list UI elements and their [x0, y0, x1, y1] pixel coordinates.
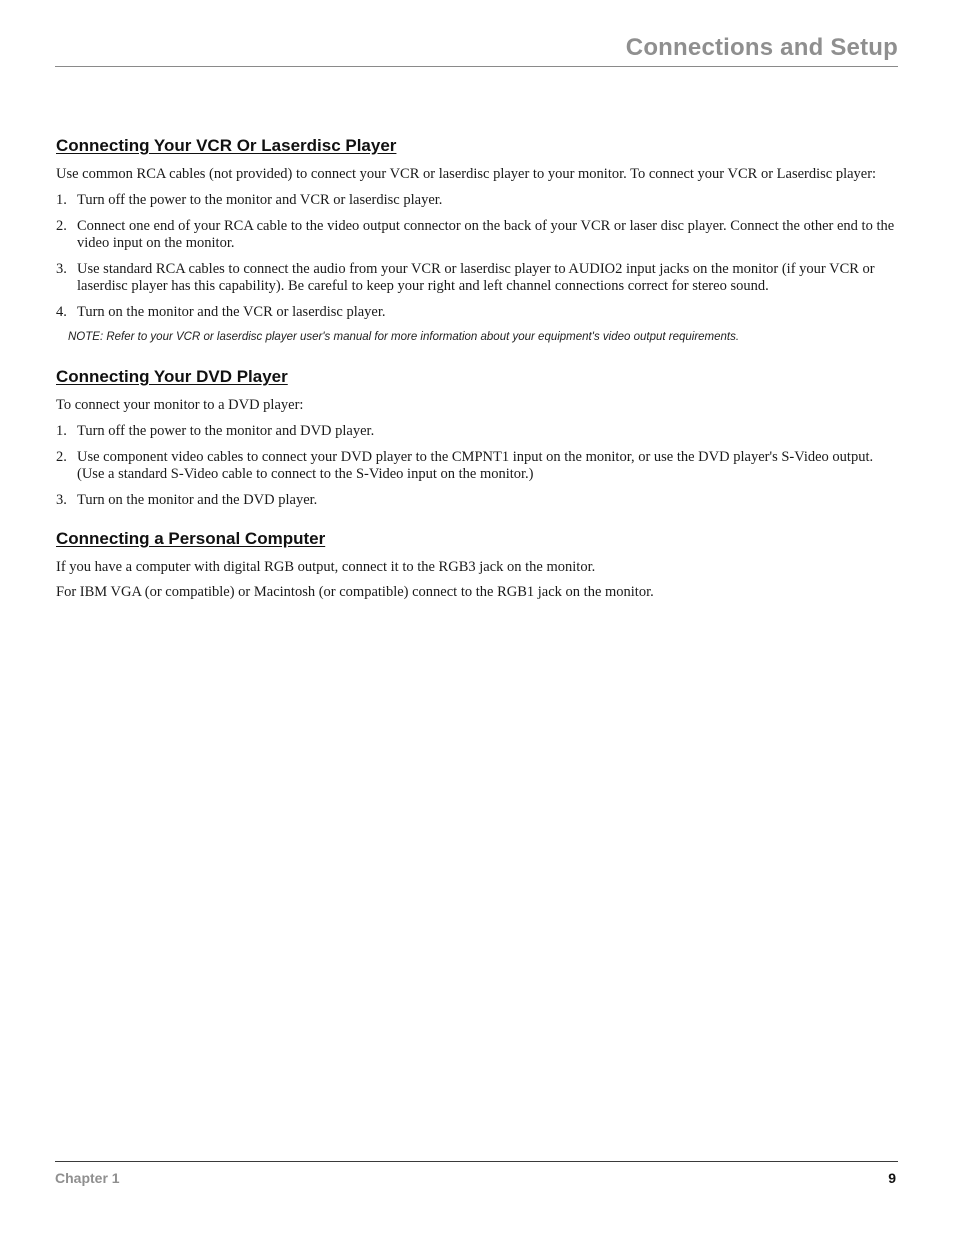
- section-personal-computer: [56, 529, 898, 601]
- section-intro: To connect your monitor to a DVD player:: [56, 397, 304, 413]
- steps-list: [56, 423, 898, 509]
- page-footer: [55, 1161, 898, 1186]
- step-text: Use component video cables to connect your DVD player to the CMPNT1 input on the monitor, or use the DVD player's S-Video output. (Use a standard S-Video cable to connect to the S-Video input on the monitor.): [77, 449, 874, 482]
- footer-chapter-label: Chapter 1: [55, 1170, 120, 1186]
- step-number: 4.: [56, 304, 67, 320]
- paragraph: If you have a computer with digital RGB output, connect it to the RGB3 jack on the monitor.: [56, 559, 596, 575]
- section-vcr-laserdisc: [56, 136, 898, 345]
- list-item: [56, 218, 898, 252]
- page-header: [55, 30, 898, 67]
- section-dvd-player: [56, 367, 898, 509]
- paragraph: For IBM VGA (or compatible) or Macintosh (or compatible) connect to the RGB1 jack on the monitor.: [56, 584, 654, 600]
- note-text: NOTE: Refer to your VCR or laserdisc player user's manual for more information about your equipment's video output requirements.: [68, 331, 740, 343]
- list-item: [56, 449, 898, 483]
- step-text: Turn on the monitor and the DVD player.: [77, 492, 318, 508]
- steps-list: [56, 192, 898, 321]
- list-item: [56, 492, 898, 509]
- page-content: [56, 136, 898, 609]
- step-text: Connect one end of your RCA cable to the video output connector on the back of your VCR or laser disc player. Connect the other end to the video input on the monitor.: [77, 218, 895, 251]
- list-item: [56, 192, 898, 209]
- step-text: Turn off the power to the monitor and DVD player.: [77, 423, 375, 439]
- list-item: [56, 423, 898, 440]
- step-text: Turn off the power to the monitor and VCR or laserdisc player.: [77, 192, 443, 208]
- step-text: Turn on the monitor and the VCR or laserdisc player.: [77, 304, 386, 320]
- step-number: 2.: [56, 449, 67, 465]
- section-heading: Connecting Your DVD Player: [56, 367, 288, 386]
- page-number: 9: [888, 1170, 896, 1186]
- step-number: 1.: [56, 423, 67, 439]
- section-heading: Connecting a Personal Computer: [56, 529, 326, 548]
- step-number: 1.: [56, 192, 67, 208]
- step-number: 3.: [56, 261, 67, 277]
- step-number: 2.: [56, 218, 67, 234]
- section-heading: Connecting Your VCR Or Laserdisc Player: [56, 136, 397, 155]
- step-text: Use standard RCA cables to connect the audio from your VCR or laserdisc player to AUDIO2 input jacks on the monitor (if your VCR or laserdisc player has this capability). Be careful to keep your right and left channel connections correct for stereo sound.: [77, 261, 875, 294]
- section-intro: Use common RCA cables (not provided) to connect your VCR or laserdisc player to your monitor. To connect your VCR or Laserdisc player:: [56, 166, 877, 182]
- list-item: [56, 261, 898, 295]
- page-title: Connections and Setup: [625, 34, 898, 61]
- step-number: 3.: [56, 492, 67, 508]
- list-item: [56, 304, 898, 321]
